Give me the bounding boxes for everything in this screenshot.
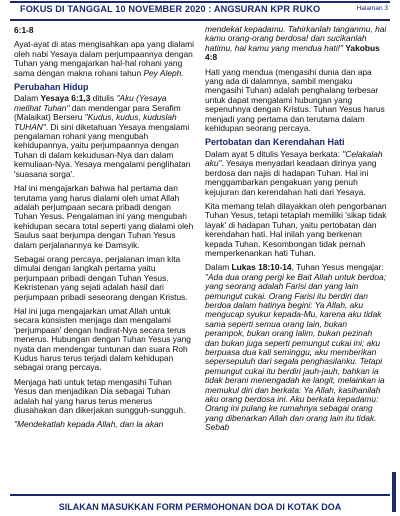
page-label: Halaman 3 [356,5,388,12]
text: Dalam [14,93,41,104]
right-column [205,25,387,438]
text: Dalam ayat 5 ditulis Yesaya berkata: [205,148,343,159]
paragraph [205,263,387,432]
quote-paragraph [205,25,387,63]
verse-ref: Yesaya 6:1,3 [40,93,91,104]
text: dan mendengar para Serafim (Malaikat) Berseru [14,102,181,123]
footer-text: SILAKAN MASUKKAN FORM PERMOHONAN DOA DI KOTAK DOA [58,502,342,512]
intro-text: Ayat-ayat di atas mengisahkan apa yang dialami oleh nabi Yesaya dalam perjumpaannya dengan Tuhan yang mengajarkan hal-hal rohani yang sama dengan makna rohani tahun [14,39,195,78]
scripture-ref: 6:1-8 [14,25,34,35]
paragraph: Hal ini juga mengajarkan umat Allah untuk secara konsisten menjaga dan mengalami 'perjumpaan' dengan hadirat-Nya secara terus menerus. Hubungan dengan Tuhan Yesus yang nyata dan mendengar tuntunan dan suara Roh Kudus harus terus terjadi dalam kehidupan sebagai orang percaya. [14,305,191,373]
verse-ref: Yakobus 4:8 [205,42,380,63]
verse-ref: Lukas 18:10-14 [231,262,292,273]
paragraph: Hal ini mengajarkan bahwa hal pertama dan terutama yang harus dialami oleh umat Allah adalah perjumpaan secara pribadi dengan Tuhan Yesus. Pengalaman ini yang mengubah kehidupan secara total seperti yang dialami oleh Saulus saat berjumpa dengan Tuhan Yesus dalam perjalanannya ke Damsyik. [14,183,194,250]
header-title: FOKUS DI TANGGAL 10 NOVEMBER 2020 : ANGSURAN KPR RUKO [20,4,321,14]
quote: mendekat kepadamu. Tahirkanlah tanganmu, hai kamu orang-orang berdosa! dan sucikanlah hatimu, hai kamu yang mendua hati!" [205,24,387,53]
paragraph [14,94,195,179]
text: Dalam [205,262,232,273]
paragraph: Menjaga hati untuk tetap mengasihi Tuhan Yesus dan menjadikan Dia sebagai Tuhan adalah hal yang harus terus menerus diusahakan dan dikerjakan sungguh-sungguh. [14,376,186,416]
quote: "Celakalah aku" [205,148,383,169]
intro-paragraph [14,40,195,78]
left-column [14,26,195,435]
footer-rule [10,494,390,496]
side-accent-bar [392,472,396,512]
paragraph: Hati yang mendua (mengasihi dunia dan apa yang ada di dalamnya, sambil mengaku mengasihi Tuhan) adalah penghalang terbesar untuk dapat mengalami hubungan yang sepenuhnya dengan Kristus. Tuhan Yesus harus menjadi yang pertama dan terutama dalam kehidupan seorang percaya. [205,66,385,134]
intro-italic: Pey Aleph. [143,67,184,78]
paragraph: Sebagai orang percaya, perjalanan iman kita dimulai dengan langkah pertama yaitu perjumpaan pribadi dengan Tuhan Yesus. Kekristenan yang sejati adalah hasil dari perjumpaan pribadi seseorang dengan Kristus. [14,253,188,302]
section-heading-pertobatan: Pertobatan dan Kerendahan Hati [205,137,345,148]
text: , Tuhan Yesus mengajar: [291,262,384,273]
quote: "Kudus, kudus, kuduslah TUHAN" [14,112,177,132]
page-header [12,2,388,18]
text: . Di sini diketahuan Yesaya mengalami pengalaman rohani yang mengubah kehidupannya, yaitu perjumpaannya dengan Tuhan di dalam kekudusan-Nya dan dalam kemuliaan-Nya. Yesaya mengalami penglihatan 'suasana sorga'. [14,121,191,179]
section-heading-perubahan: Perubahan Hidup [14,82,89,93]
quote: "Aku (Yesaya melihat Tuhan" [14,93,167,113]
quote-paragraph: "Mendekatlah kepada Allah, dan la akan [14,419,164,430]
header-rule [10,19,390,21]
paragraph: Kita memang telah dilayakkan oleh pengorbanan Tuhan Yesus, tetapi tetaplah memiliki 'sikap tidak layak' di hadapan Tuhan, yaitu pertobatan dan kerendahan hati. Hal inilah yang berkenan kepada Tuhan. Kesombongan tidak pernah memperkenankan hati Tuhan. [205,200,387,258]
paragraph [205,150,387,197]
quote: "Ada dua orang pergi ke Bait Allah untuk berdoa; yang seorang adalah Farisi dan yang lain pemungut cukai. Orang Farisi itu berdiri dan berdoa dalam hatinya begini: Ya Allah, aku mengucap syukur kepada-Mu, karena aku tidak sama seperti semua orang lain, bukan perampok, bukan orang lalim, bukan pezinah dan bukan juga seperti pemungut cukai ini; aku berpuasa dua kali seminggu, aku memberikan sepersepuluh dari segala penghasilanku. Tetapi pemungut cukai itu berdiri jauh-jauh, bahkan ia tidak berani menengadah ke langit, melainkan ia memukul diri dan berkata: Ya Allah, kasihanilah aku orang berdosa ini. Aku berkata kepadamu: Orang ini pulang ke rumahnya sebagai orang yang dibenarkan Allah dan orang lain itu tidak. Sebab [205,271,386,433]
page-footer [10,497,390,511]
text: . Yesaya menyadari keadaan dirinya yang berdosa dan najis di hadapan Tuhan. Hal ini menggambarkan pengakuan yang penuh kejujuran dan kerendahan hati dari Yesaya. [205,158,377,197]
text: ditulis [90,93,117,104]
